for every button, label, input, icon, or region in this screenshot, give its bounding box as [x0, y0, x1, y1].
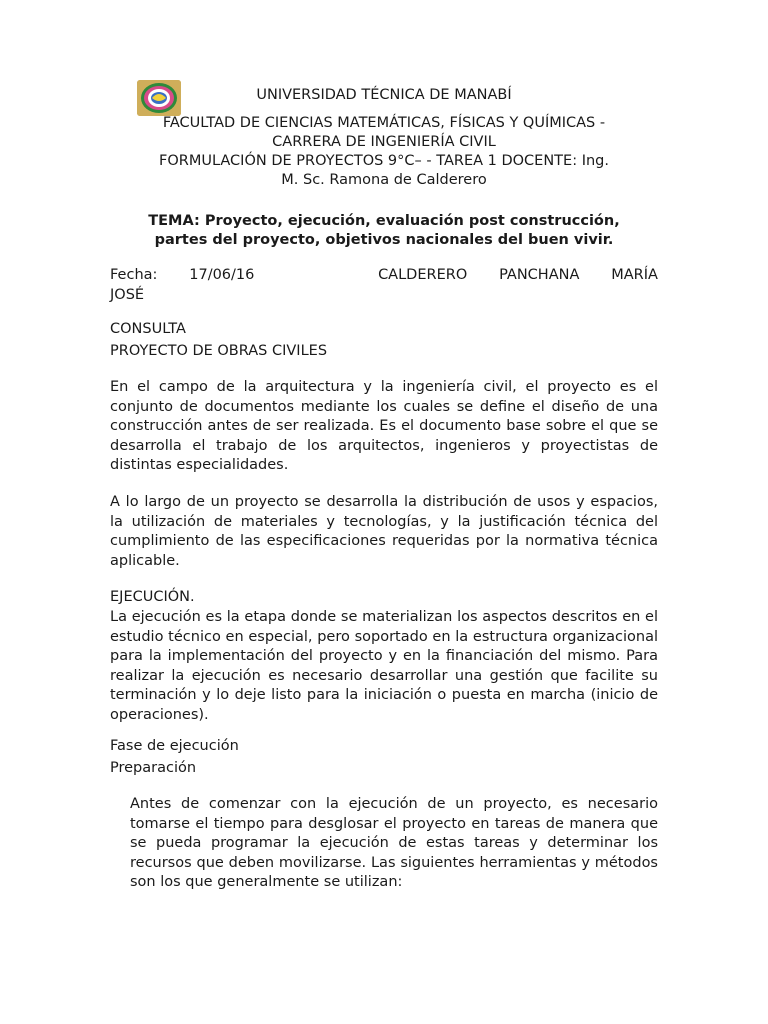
date-author-block — [110, 266, 658, 305]
faculty-line-2: CARRERA DE INGENIERÍA CIVIL — [272, 134, 496, 150]
paragraph-preparacion: Antes de comenzar con la ejecución de un proyecto, es necesario tomarse el tiempo para desglosar el proyecto en tareas de manera que se pueda programar la ejecución de estas tareas y determinar los recursos que deben movilizarse. Las siguientes herramientas y métodos son los que generalmente se utilizan: — [130, 796, 658, 890]
fase-heading: Fase de ejecución — [110, 738, 239, 754]
consulta-heading: CONSULTA — [110, 321, 186, 337]
paragraph-desarrollo: A lo largo de un proyecto se desarrolla la distribución de usos y espacios, la utilización de materiales y tecnologías, y la justificación técnica del cumplimiento de las especificaciones requeridas por la normativa técnica aplicable. — [110, 494, 658, 569]
course-line-2: M. Sc. Ramona de Calderero — [281, 172, 487, 188]
tema-line-1: TEMA: Proyecto, ejecución, evaluación post construcción, — [148, 213, 620, 229]
university-title — [110, 86, 658, 105]
tema-block — [110, 212, 658, 250]
paragraph-proyecto: En el campo de la arquitectura y la ingeniería civil, el proyecto es el conjunto de documentos mediante los cuales se define el diseño de una construcción antes de ser realizada. Es el documento base sobre el que se desarrolla el trabajo de los arquitectos, ingenieros y proyectistas de distintas especialidades. — [110, 379, 658, 473]
faculty-line-1: FACULTAD DE CIENCIAS MATEMÁTICAS, FÍSICAS Y QUÍMICAS - — [162, 115, 606, 131]
faculty-block — [110, 114, 658, 190]
author-name-4: JOSÉ — [110, 286, 145, 303]
tema-line-2: partes del proyecto, objetivos nacionales del buen vivir. — [154, 232, 614, 248]
date-label: Fecha: — [110, 267, 158, 283]
course-line-1: FORMULACIÓN DE PROYECTOS 9°C– - TAREA 1 DOCENTE: Ing. — [159, 153, 609, 169]
date-value: 17/06/16 — [189, 267, 255, 283]
preparacion-heading: Preparación — [110, 760, 197, 776]
date-author-line — [110, 266, 658, 286]
ejecucion-heading: EJECUCIÓN. — [110, 589, 195, 605]
author-name-3: MARÍA — [611, 267, 658, 283]
section-title: PROYECTO DE OBRAS CIVILES — [110, 343, 328, 359]
university-name: UNIVERSIDAD TÉCNICA DE MANABÍ — [256, 87, 512, 103]
author-name-2: PANCHANA — [499, 267, 580, 283]
paragraph-ejecucion: La ejecución es la etapa donde se materializan los aspectos descritos en el estudio técnico en especial, pero soportado en la estructura organizacional para la implementación del proyecto y en la financiación del mismo. Para realizar la ejecución es necesario desarrollar una gestión que facilite su terminación y lo deje listo para la iniciación o puesta en marcha (inicio de operaciones). — [110, 609, 658, 723]
author-name-1: CALDERERO — [378, 267, 468, 283]
